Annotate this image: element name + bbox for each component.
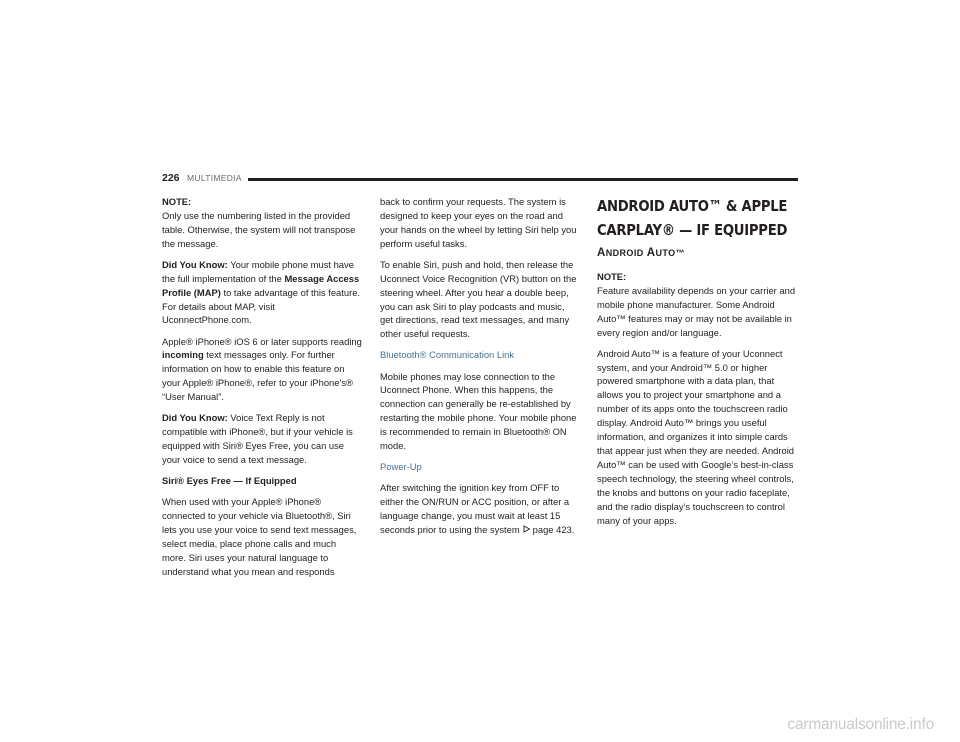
power-up-text: After switching the ignition key from OFF to either the ON/RUN or ACC position, or after a language change, you must wait at least 15 seconds prior to using the system <box>380 482 570 535</box>
power-up-paragraph <box>380 481 580 538</box>
subsection-title <box>597 247 797 261</box>
page-number: 226 <box>162 172 180 184</box>
page-reference-link[interactable]: page 423. <box>532 523 575 535</box>
did-you-know-text-2: Voice Text Reply is not compatible with iPhone®, but if your vehicle is equipped with Siri® Eyes Free, you can use your voice to send a text message. <box>162 412 353 465</box>
did-you-know-label-2: Did You Know: <box>162 412 228 424</box>
note-label-android: NOTE: <box>597 270 627 282</box>
page-header <box>162 172 798 186</box>
subtitle-cap-2: A <box>646 247 656 259</box>
incoming-term: incoming <box>162 349 204 361</box>
subtitle-cap: A <box>597 247 606 259</box>
column-middle <box>380 195 580 545</box>
section-name: MULTIMEDIA <box>187 173 242 183</box>
column-right <box>597 194 797 535</box>
apple-paragraph <box>162 335 362 405</box>
note-label: NOTE: <box>162 196 192 207</box>
note-text-android: Feature availability depends on your carrier and mobile phone manufacturer. Some Android Auto™ features may or may not be available in every region and/or language. <box>597 284 796 338</box>
enable-siri-paragraph: To enable Siri, push and hold, then release the Uconnect Voice Recognition (VR) button on the steering wheel. After you hear a double beep, you can ask Siri to play podcasts and music, get directions, read text messages, and many other useful requests. <box>380 258 577 340</box>
siri-heading: Siri® Eyes Free — If Equipped <box>162 475 297 487</box>
bluetooth-heading: Bluetooth® Communication Link <box>380 349 515 361</box>
did-you-know-text: Your mobile phone must have the full implementation of the <box>162 258 354 284</box>
header-rule <box>248 178 798 181</box>
note-block-android <box>597 270 797 340</box>
power-up-heading: Power-Up <box>380 461 422 473</box>
apple-text: Apple® iPhone® iOS 6 or later supports reading <box>162 335 362 347</box>
did-you-know-text-end: to take advantage of this feature. For details about MAP, visit UconnectPhone.com. <box>162 286 361 326</box>
column-left <box>162 195 362 586</box>
did-you-know-map <box>162 258 362 328</box>
subtitle-small-caps-2: UTO™ <box>655 248 685 258</box>
map-term: Message Access Profile (MAP) <box>162 272 360 298</box>
did-you-know-label: Did You Know: <box>162 258 228 270</box>
did-you-know-voice <box>162 411 362 467</box>
note-text: Only use the numbering listed in the provided table. Otherwise, the system will not transpose the message. <box>162 209 356 249</box>
siri-paragraph: When used with your Apple® iPhone® connected to your vehicle via Bluetooth®, Siri lets you use your voice to send text messages, select media, place phone calls and much more. Siri uses your natural language to understand what you mean and responds <box>162 496 357 577</box>
apple-text-end: text messages only. For further information on how to enable this feature on your Apple® iPhone®, refer to your iPhone’s® “User Manual”. <box>162 349 353 403</box>
bluetooth-paragraph: Mobile phones may lose connection to the Uconnect Phone. When this happens, the connection can generally be re-established by restarting the mobile phone. Your mobile phone is recommended to remain in Bluetooth® ON mode. <box>380 370 577 452</box>
section-title: ANDROID AUTO™ & APPLE CARPLAY® — IF EQUIPPED <box>597 197 788 239</box>
watermark: carmanualsonline.info <box>787 716 934 733</box>
subtitle-small-caps: NDROID <box>605 248 644 258</box>
arrow-right-outline-icon <box>523 524 531 538</box>
note-block <box>162 195 362 251</box>
siri-continued: back to confirm your requests. The system is designed to keep your eyes on the road and your hands on the wheel by letting Siri help you perform useful tasks. <box>380 196 577 249</box>
android-auto-paragraph: Android Auto™ is a feature of your Uconnect system, and your Android™ 5.0 or higher powered smartphone with a data plan, that allows you to project your smartphone and a number of its apps onto the touchscreen radio display. Android Auto™ brings you useful information, and organizes it into simple cards that appear just when they are needed. Android Auto™ can be used with Google’s best-in-class speech technology, the steering wheel controls, the knobs and buttons on your radio faceplate, and the radio display’s touchscreen to control many of your apps. <box>597 347 795 526</box>
